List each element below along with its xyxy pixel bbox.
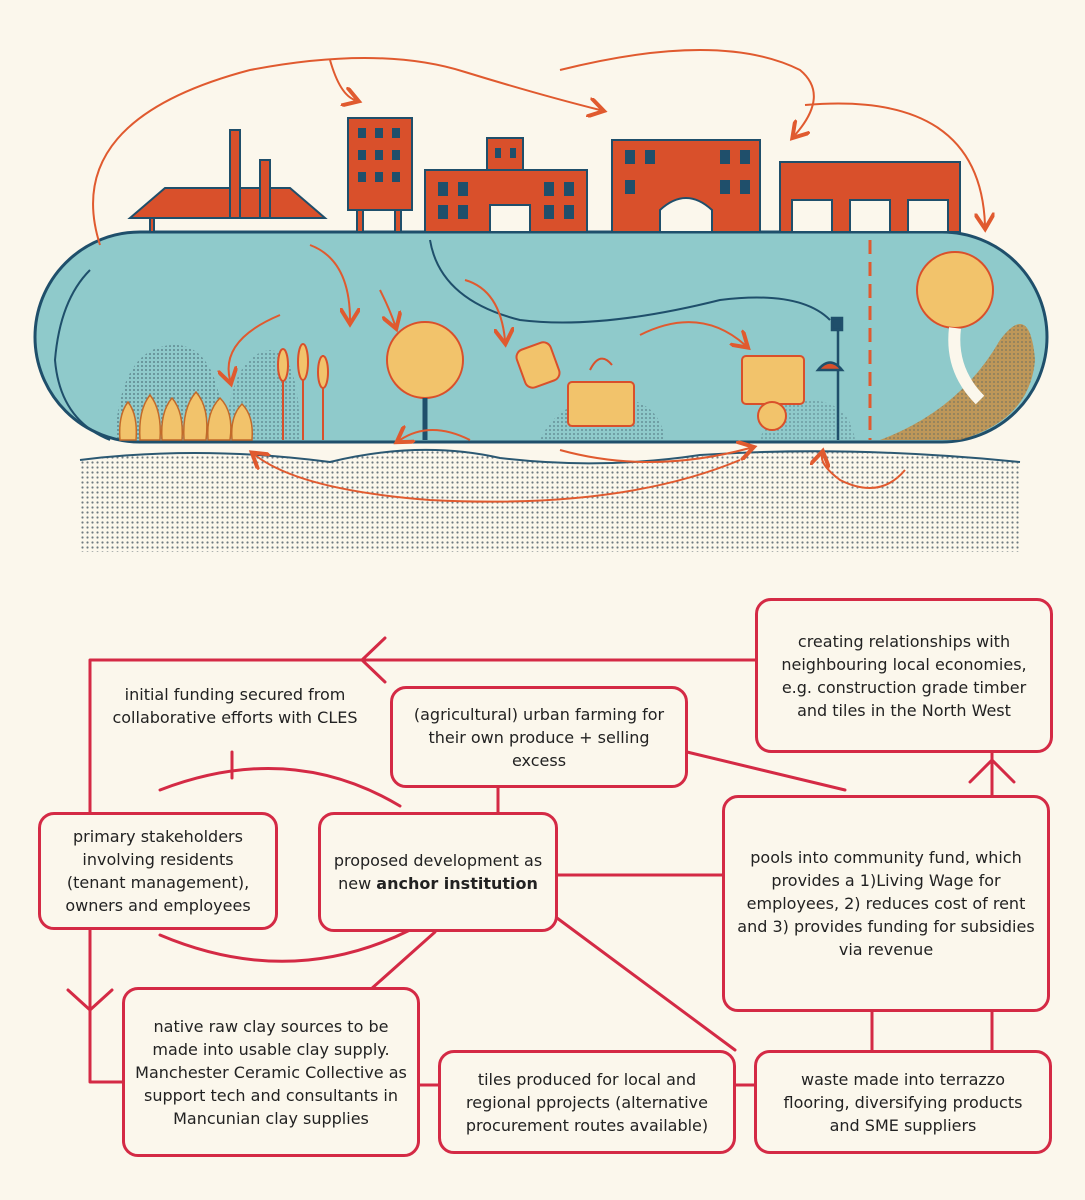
arrowhead-fund-up bbox=[970, 760, 1014, 782]
node-relationships bbox=[755, 598, 1053, 753]
ground-strip bbox=[80, 450, 1020, 552]
node-relationships-text: creating relationships with neighbouring local economies, e.g. construction grade timber and tiles in the North West bbox=[781, 631, 1027, 720]
node-development-text: proposed development as new anchor institution bbox=[333, 851, 543, 893]
node-urban-farming bbox=[390, 686, 688, 788]
node-clay-sources-text: native raw clay sources to be made into usable clay supply. Manchester Ceramic Collective as support tech and consultants in Mancunian clay supplies bbox=[135, 1016, 407, 1128]
node-clay-sources bbox=[122, 987, 420, 1157]
node-community-fund-text: pools into community fund, which provides a 1)Living Wage for employees, 2) reduces cost of rent and 3) provides funding for subsidies via revenue bbox=[737, 848, 1035, 959]
illustration bbox=[0, 0, 1085, 580]
note-initial-funding: initial funding secured from collaborative efforts with CLES bbox=[112, 685, 358, 727]
arrowhead-top-left bbox=[362, 638, 385, 682]
bay-openings bbox=[792, 200, 948, 232]
node-stakeholders bbox=[38, 812, 278, 930]
node-development bbox=[318, 812, 558, 932]
arrowhead-left-down bbox=[68, 990, 112, 1010]
connector-development-clay bbox=[370, 932, 435, 990]
connector-left-down bbox=[90, 930, 123, 1082]
node-terrazzo-text: waste made into terrazzo flooring, diversifying products and SME suppliers bbox=[783, 1069, 1023, 1135]
node-stakeholders-text: primary stakeholders involving residents (tenant management), owners and employees bbox=[65, 827, 251, 915]
node-tiles bbox=[438, 1050, 736, 1154]
doorway bbox=[490, 205, 530, 232]
node-tiles-text: tiles produced for local and regional pprojects (alternative procurement routes available) bbox=[465, 1069, 709, 1135]
connector-development-terrazzo bbox=[557, 918, 735, 1050]
node-urban-farming-text: (agricultural) urban farming for their own produce + selling excess bbox=[413, 704, 665, 770]
anchor-institution-bold: anchor institution bbox=[376, 874, 538, 893]
connector-farming-fund bbox=[687, 752, 845, 790]
archway bbox=[660, 198, 712, 232]
node-terrazzo bbox=[754, 1050, 1052, 1154]
node-community-fund bbox=[722, 795, 1050, 1012]
